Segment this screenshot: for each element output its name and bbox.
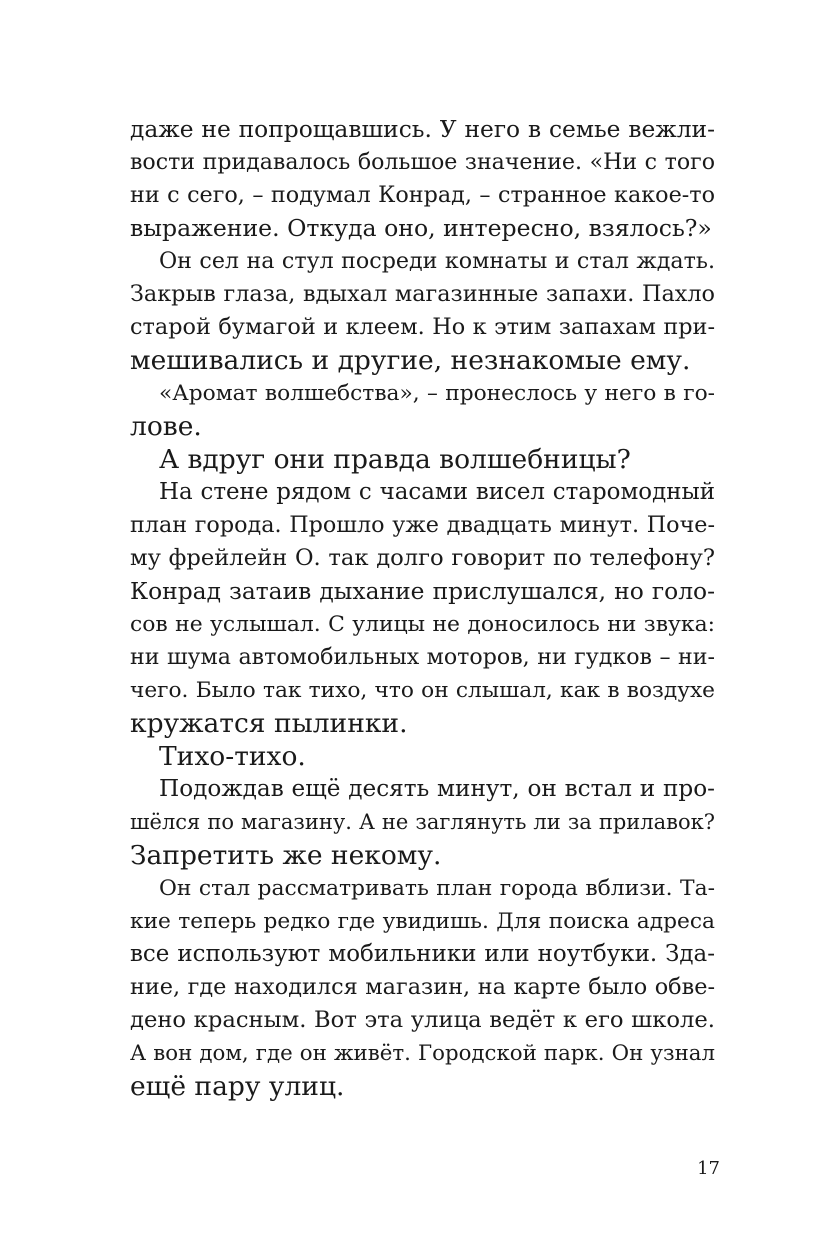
page-number: 17 [697, 1158, 720, 1179]
book-page-text [130, 113, 715, 1103]
text-line: Он сел на стул посреди комнаты и стал ждать. [159, 248, 715, 274]
text-line: Конрад затаив дыхание прислушался, но голо- [130, 577, 715, 605]
text-line: На стене рядом с часами висел старомодный [159, 479, 715, 505]
text-line: «Аромат волшебства», – пронеслось у него в го- [159, 381, 715, 406]
text-line: кие теперь редко где увидишь. Для поиска адреса [130, 909, 715, 934]
text-line: Запретить же некому. [130, 840, 442, 871]
text-line: вости придавалось большое значение. «Ни с того [130, 149, 715, 175]
text-line: ни с сего, – подумал Конрад, – странное какое-то [130, 182, 715, 208]
text-line: Он стал рассматривать план города вблизи. Та- [159, 876, 715, 901]
text-line: Закрыв глаза, вдыхал магазинные запахи. Пахло [130, 281, 715, 307]
text-line: все используют мобильники или ноутбуки. Зда- [130, 941, 715, 967]
text-line: ни шума автомобильных моторов, ни гудков – ни- [130, 644, 715, 670]
text-line: старой бумагой и клеем. Но к этим запахам при- [130, 314, 715, 340]
text-line: А вдруг они правда волшебницы? [159, 444, 631, 475]
text-line: кружатся пылинки. [130, 708, 408, 739]
text-line: дено красным. Вот эта улица ведёт к его школе. [130, 1007, 715, 1033]
text-line: чего. Было так тихо, что он слышал, как в воздухе [130, 678, 715, 703]
text-line: мешивались и другие, незнакомые ему. [130, 345, 691, 376]
text-line: шёлся по магазину. А не заглянуть ли за прилавок? [130, 810, 715, 834]
text-line: ние, где находился магазин, на карте было обве- [130, 974, 715, 1000]
text-line: план города. Прошло уже двадцать минут. Поче- [130, 512, 715, 538]
text-line: лове. [130, 411, 202, 442]
text-line: сов не услышал. С улицы не доносилось ни звука: [130, 612, 715, 637]
text-line: Подождав ещё десять минут, он встал и про- [159, 776, 715, 802]
text-line: му фрейлейн О. так долго говорит по телефону? [130, 545, 715, 571]
text-line: ещё пару улиц. [130, 1071, 345, 1102]
text-line: выражение. Откуда оно, интересно, взялось?» [130, 214, 712, 242]
text-line: Тихо-тихо. [159, 741, 306, 772]
text-line: А вон дом, где он живёт. Городской парк. Он узнал [130, 1041, 715, 1066]
text-line: даже не попрощавшись. У него в семье вежли- [130, 115, 715, 143]
